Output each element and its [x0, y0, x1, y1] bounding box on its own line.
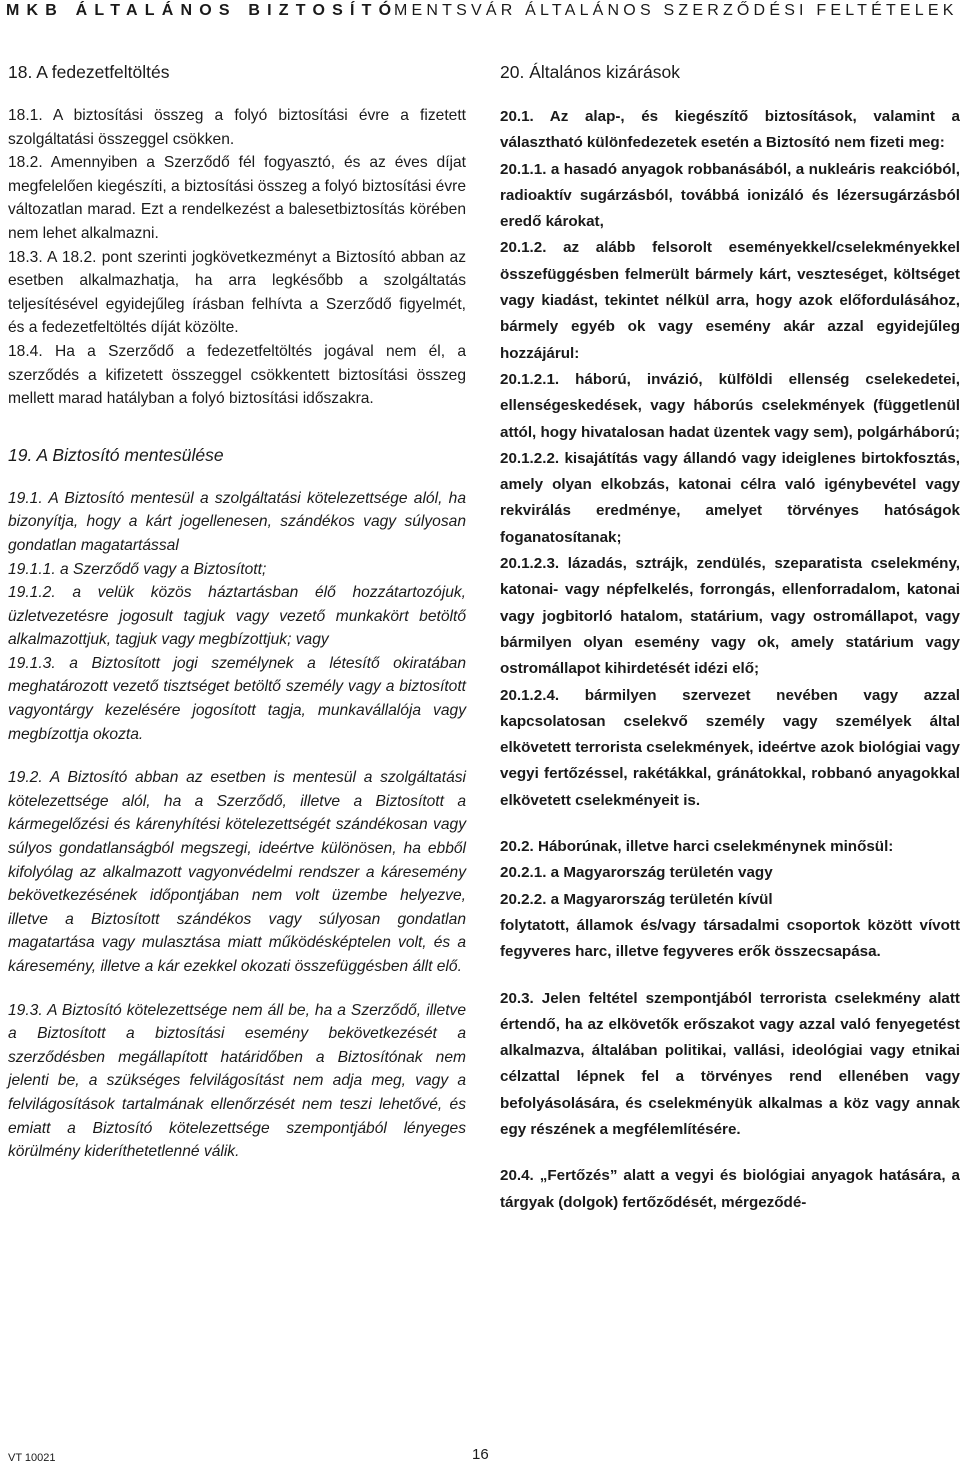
paragraph-18-1: 18.1. A biztosítási összeg a folyó biztosítási évre a fizetett szolgáltatási összeggel csökken. — [8, 107, 466, 148]
document-code: VT 10021 — [8, 1452, 56, 1464]
right-column — [500, 60, 960, 1216]
paragraph-20-1-2-3: 20.1.2.3. lázadás, sztrájk, zendülés, szeparatista cselekmény, katonai- vagy népfelkelés, forrongás, ellenforradalom, katonai vagy jogbitorló hatalom, statárium, vagy ostromállapot, vagy bármilyen olyan esemény vagy ok, amely statárium vagy ostromállapot kihirdetését idézi elő; — [500, 555, 960, 678]
paragraph-20-1-2-1: 20.1.2.1. háború, invázió, külföldi ellenség cselekedetei, ellenségeskedések, vagy háborús cselekmények (függetlenül attól, hogy hivatalosan hadat üzentek vagy sem), polgárháború; — [500, 370, 960, 441]
header-document-title: MENTSVÁR ÁLTALÁNOS SZERZŐDÉSI FELTÉTELEK — [394, 2, 958, 19]
paragraph-20-1-1: 20.1.1. a hasadó anyagok robbanásából, a nukleáris reakcióból, radioaktív sugárzásból, továbbá ionizáló és lézersugárzásból eredő károkat, — [500, 160, 960, 231]
paragraph-20-1-2-2: 20.1.2.2. kisajátítás vagy állandó vagy ideiglenes birtokfosztás, amely olyan elkobzás, katonai célra való igénybevétel vagy rekvirálás eredménye, amelyet törvényes hatóságok foganatosítanak; — [500, 449, 960, 546]
section-20-title: 20. Általános kizárások — [500, 62, 680, 82]
paragraph-20-4: 20.4. „Fertőzés” alatt a vegyi és biológiai anyagok hatására, a tárgyak (dolgok) fertőződését, mérgeződé- — [500, 1167, 960, 1211]
header-insurer-name: MKB ÁLTALÁNOS BIZTOSÍTÓ — [6, 2, 399, 19]
page-number: 16 — [472, 1446, 489, 1463]
paragraph-20-2: 20.2. Háborúnak, illetve harci cselekménynek minősül: — [500, 838, 894, 856]
left-column — [8, 60, 466, 1164]
paragraph-20-3: 20.3. Jelen feltétel szempontjából terrorista cselekmény alatt értendő, ha az elkövetők erőszakot vagy azzal való fenyegetést alkalmazva, általában politikai, vallási, ideológiai vagy etnikai célzattal lépnek fel a törvényes rend ellenében vagy befolyásolására, és cselekményük alkalmas a köz vagy annak egy részének a megfélemlítésére. — [500, 989, 960, 1138]
paragraph-20-2-1: 20.2.1. a Magyarország területén vagy — [500, 864, 773, 882]
paragraph-19-1-2: 19.1.2. a velük közös háztartásban élő hozzátartozójuk, üzletvezetésre jogosult tagjuk vagy vezető munkakört betöltő alkalmazottjuk, tagjuk vagy megbízottjuk; vagy — [8, 584, 466, 649]
paragraph-19-1: 19.1. A Biztosító mentesül a szolgáltatási kötelezettsége alól, ha bizonyítja, hogy a kárt jogellenesen, szándékos vagy súlyosan gondatlan magatartással — [8, 489, 466, 554]
paragraph-18-2: 18.2. Amennyiben a Szerződő fél fogyasztó, és az éves díjat megfelelően kiegészíti, a biztosítási összeg a folyó biztosítási évre változatlan marad. Ezt a rendelkezést a balesetbiztosítás körében nem lehet alkalmazni. — [8, 154, 466, 242]
paragraph-19-3: 19.3. A Biztosító kötelezettsége nem áll be, ha a Szerződő, illetve a Biztosított a biztosítási esemény bekövetkezését a szerződésben megállapított határidőben a Biztosítónak nem jelenti be, a szükséges felvilágosítást nem adja meg, vagy a felvilágosítások tartalmának ellenőrzését nem teszi lehetővé, és emiatt a Biztosító kötelezettsége szempontjából lényeges körülmény kideríthetetlenné válik. — [8, 1001, 466, 1161]
paragraph-19-1-3: 19.1.3. a Biztosított jogi személynek a létesítő okiratában meghatározott vezető tisztséget betöltő személy vagy a biztosított vagyontárgy kezelésére jogosított tagja, munkavállalója vagy megbízottja okozta. — [8, 654, 466, 743]
paragraph-18-3: 18.3. A 18.2. pont szerinti jogkövetkezményt a Biztosító abban az esetben alkalmazhatja, ha arra legkésőbb a szolgáltatás teljesítésével egyidejűleg írásban felhívta a Szerződő figyelmét, és a fedezetfeltöltés díját közölte. — [8, 248, 466, 337]
paragraph-20-1: 20.1. Az alap-, és kiegészítő biztosítások, valamint a választható különfedezetek esetén a Biztosító nem fizeti meg: — [500, 108, 960, 152]
paragraph-18-4: 18.4. Ha a Szerződő a fedezetfeltöltés jogával nem él, a szerződés a kifizetett összeggel csökkentett biztosítási összeg mellett marad hatályban a folyó biztosítási időszakra. — [8, 342, 466, 408]
paragraph-20-2-continuation: folytatott, államok és/vagy társadalmi csoportok között vívott fegyveres harc, illetve fegyveres erők összecsapása. — [500, 916, 960, 961]
section-18-title: 18. A fedezetfeltöltés — [8, 62, 170, 82]
paragraph-19-1-1: 19.1.1. a Szerződő vagy a Biztosított; — [8, 560, 267, 578]
paragraph-19-2: 19.2. A Biztosító abban az esetben is mentesül a szolgáltatási kötelezettsége alól, ha a Szerződő, illetve a Biztosított a kármegelőzési és kárenyhítési kötelezettségét szándékosan vagy súlyos gondatlanságból megszegi, ideértve különösen, ha ebből kifolyólag az alkalmazott vagyonvédelmi rendszer a káresemény bekövetkezésének időpontjában nem volt üzembe helyezve, illetve a Biztosított szándékos vagy súlyosan gondatlan magatartása vagy mulasztása miatt működésképtelen volt, és a káresemény, illetve a kár ezekkel okozati összefüggésben állt elő. — [8, 769, 466, 975]
page-header — [0, 0, 960, 28]
paragraph-20-2-2: 20.2.2. a Magyarország területén kívül — [500, 890, 773, 908]
paragraph-20-1-2: 20.1.2. az alább felsorolt eseményekkel/cselekményekkel összefüggésben felmerült bármely kárt, veszteséget, költséget vagy kiadást, tekintet nélkül arra, hogy azok előfordulásához, bármely egyéb ok vagy esemény akár azzal egyidejűleg hozzájárul: — [500, 239, 960, 362]
paragraph-20-1-2-4: 20.1.2.4. bármilyen szervezet nevében vagy azzal kapcsolatosan cselekvő személy vagy személyek által elkövetett terrorista cselekmények, ideértve azok biológiai vagy vegyi fertőzéssel, rakétákkal, gránátokkal, robbanó anyagokkal elkövetett cselekményeit is. — [500, 686, 960, 809]
section-19-title: 19. A Biztosító mentesülése — [8, 444, 224, 465]
